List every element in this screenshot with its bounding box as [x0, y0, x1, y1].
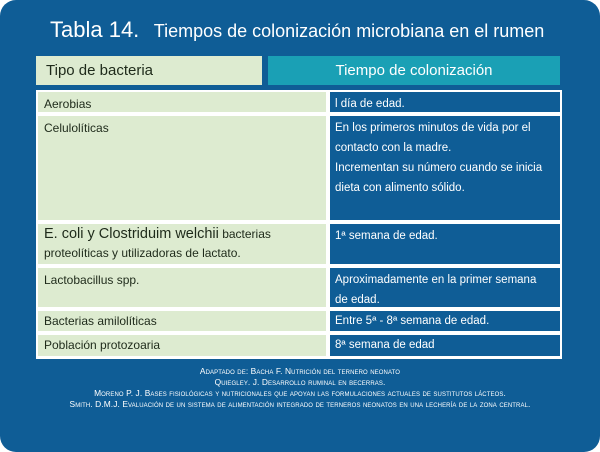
source-line: Smith. D.M.J. Evaluación de un sistema de alimentación integrado de terneros neonatos en una lechería de la zona central. [69, 399, 531, 409]
colonization-time-cell [330, 268, 560, 307]
time-line: de edad. [335, 294, 380, 306]
time-line: Incrementan su número cuando se inicia [335, 162, 543, 174]
table-row [38, 116, 560, 220]
bacteria-type-cell: Bacterias amilolíticas [38, 311, 326, 331]
column-header-bacteria-type: Tipo de bacteria [36, 56, 262, 85]
table-number: Tabla 14. [50, 17, 140, 42]
bacteria-type-cell: Celulolíticas [38, 116, 326, 220]
bacteria-type-cell: Aerobias [38, 92, 326, 112]
table-row [38, 224, 560, 264]
colonization-table [36, 90, 562, 359]
source-line: Moreno P. J. Bases fisiológicas y nutricionales que apoyan las formulaciones actuales de sustitutos lácteos. [94, 388, 506, 398]
column-header-colonization-time: Tiempo de colonización [268, 56, 560, 85]
table-caption: Tiempos de colonización microbiana en el rumen [153, 21, 545, 41]
bacteria-type-text: bacterias [218, 227, 271, 241]
bacteria-species-names: E. coli y Clostriduim welchii [44, 226, 219, 242]
sources-footnote [0, 366, 600, 410]
table-row [38, 268, 560, 307]
time-line: En los primeros minutos de vida por el [335, 122, 531, 134]
table-title [50, 17, 544, 43]
source-line: Adaptado de: Bacha F. Nutrición del ternero neonato [199, 366, 401, 376]
colonization-time-cell: 1ª semana de edad. [330, 224, 560, 264]
colonization-time-cell [330, 116, 560, 220]
bacteria-type-cell [38, 224, 326, 264]
colonization-time-cell: Entre 5ª - 8ª semana de edad. [330, 311, 560, 331]
table-row [38, 311, 560, 331]
source-line: Quiegley. J. Desarrollo ruminal en becerras. [214, 377, 386, 387]
bacteria-type-cell: Población protozoaria [38, 335, 326, 356]
time-line: dieta con alimento sólido. [335, 182, 465, 194]
table-row [38, 92, 560, 112]
bacteria-type-text-line2: proteolíticas y utilizadoras de lactato. [44, 246, 241, 260]
bacteria-type-cell: Lactobacillus spp. [38, 268, 326, 307]
table-row [38, 335, 560, 356]
time-line: Aproximadamente en la primer semana [335, 274, 537, 286]
colonization-time-cell: 8ª semana de edad [330, 335, 560, 356]
colonization-time-cell: l día de edad. [330, 92, 560, 112]
time-line: contacto con la madre. [335, 142, 452, 154]
